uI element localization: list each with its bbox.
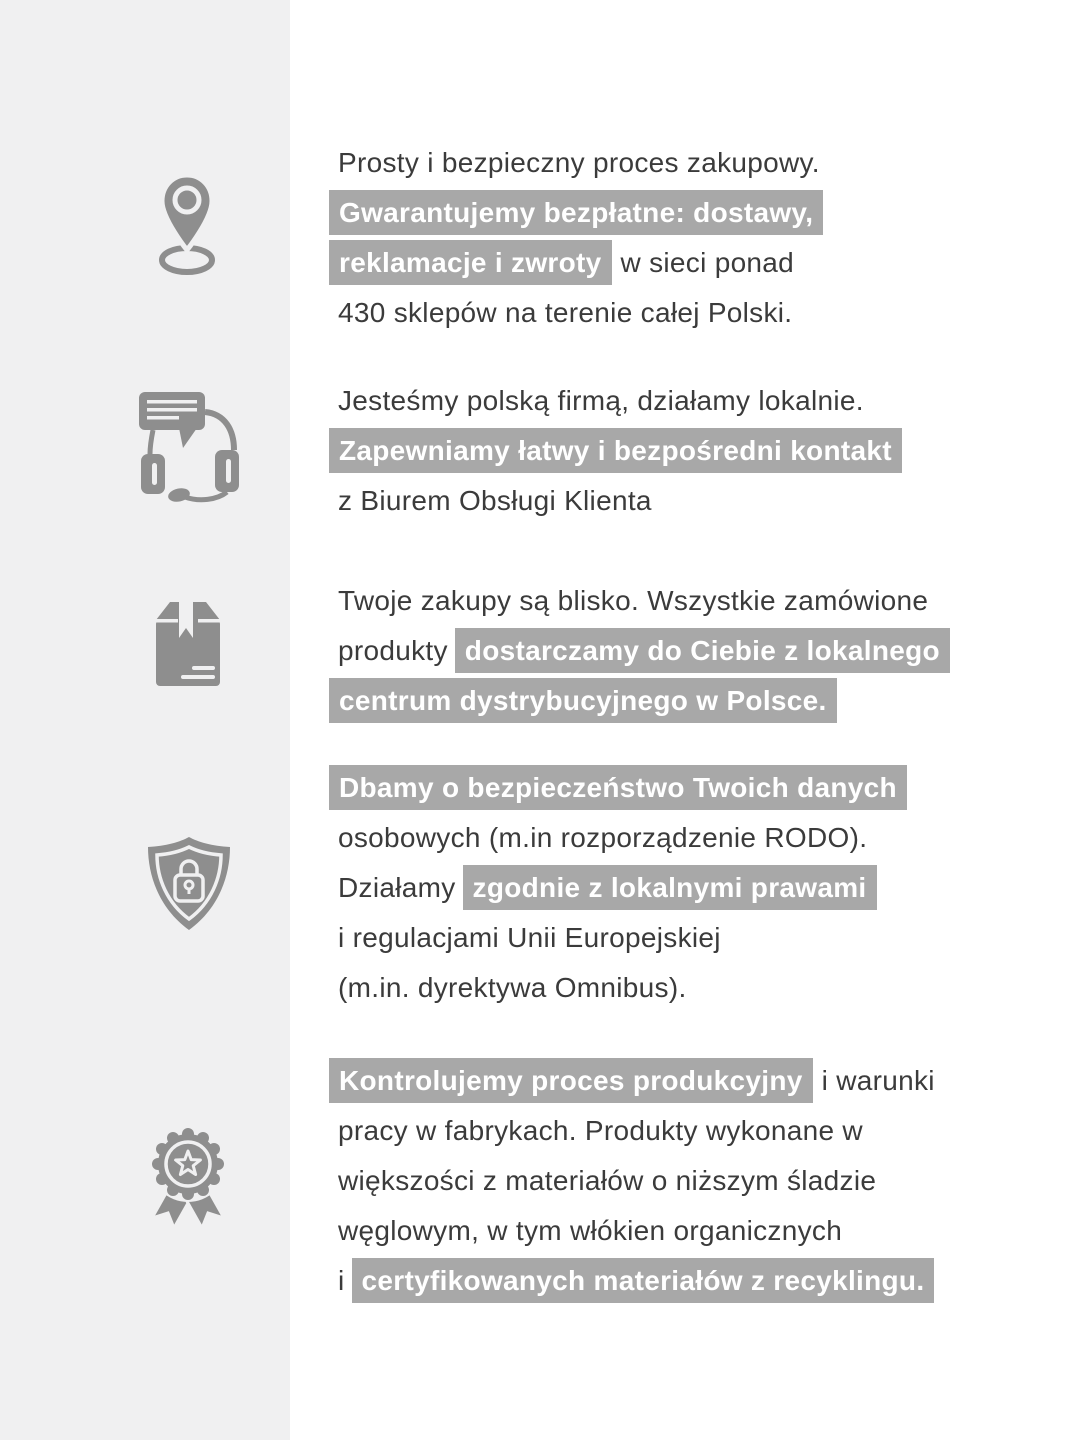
text-line bbox=[330, 376, 902, 426]
text-line bbox=[330, 138, 823, 188]
highlighted-text: reklamacje i zwroty bbox=[329, 240, 612, 285]
highlighted-text: Zapewniamy łatwy i bezpośredni kontakt bbox=[329, 428, 902, 473]
text-line bbox=[330, 813, 907, 863]
highlighted-text: Dbamy o bezpieczeństwo Twoich danych bbox=[329, 765, 907, 810]
highlighted-text: zgodnie z lokalnymi prawami bbox=[463, 865, 877, 910]
section-production-control bbox=[330, 1056, 935, 1306]
text-line bbox=[330, 763, 907, 813]
text-segment: produkty bbox=[338, 635, 448, 666]
text-line bbox=[330, 1156, 935, 1206]
text-segment: Jesteśmy polską firmą, działamy lokalnie. bbox=[338, 385, 864, 416]
highlighted-text: Gwarantujemy bezpłatne: dostawy, bbox=[329, 190, 823, 235]
text-line bbox=[330, 1056, 935, 1106]
text-line bbox=[330, 238, 823, 288]
text-segment: w sieci ponad bbox=[620, 247, 795, 278]
highlighted-text: certyfikowanych materiałów z recyklingu. bbox=[352, 1258, 935, 1303]
section-data-security bbox=[330, 763, 907, 1013]
text-segment: 430 sklepów na terenie całej Polski. bbox=[338, 297, 793, 328]
text-line bbox=[330, 626, 950, 676]
text-segment: i regulacjami Unii Europejskiej bbox=[338, 922, 721, 953]
text-line bbox=[330, 913, 907, 963]
text-segment: Twoje zakupy są blisko. Wszystkie zamówione bbox=[338, 585, 929, 616]
section-local-contact bbox=[330, 376, 902, 526]
text-segment: pracy w fabrykach. Produkty wykonane w bbox=[338, 1115, 863, 1146]
text-line bbox=[330, 1206, 935, 1256]
text-segment: z Biurem Obsługi Klienta bbox=[338, 485, 652, 516]
text-line bbox=[330, 476, 902, 526]
text-segment: Działamy bbox=[338, 872, 456, 903]
section-local-distribution bbox=[330, 576, 950, 726]
shield-lock-icon bbox=[142, 833, 236, 935]
text-line bbox=[330, 1256, 935, 1306]
highlighted-text: Kontrolujemy proces produkcyjny bbox=[329, 1058, 813, 1103]
package-box-icon bbox=[150, 596, 226, 692]
text-segment: (m.in. dyrektywa Omnibus). bbox=[338, 972, 687, 1003]
text-segment: węglowym, w tym włókien organicznych bbox=[338, 1215, 843, 1246]
text-line bbox=[330, 288, 823, 338]
text-line bbox=[330, 963, 907, 1013]
text-line bbox=[330, 863, 907, 913]
text-segment: i warunki bbox=[821, 1065, 935, 1096]
text-segment: osobowych (m.in rozporządzenie RODO). bbox=[338, 822, 868, 853]
headset-chat-icon bbox=[133, 386, 241, 504]
text-segment: większości z materiałów o niższym śladzie bbox=[338, 1165, 877, 1196]
text-line bbox=[330, 1106, 935, 1156]
text-segment: Prosty i bezpieczny proces zakupowy. bbox=[338, 147, 820, 178]
icon-sidebar bbox=[0, 0, 290, 1440]
award-badge-icon bbox=[140, 1120, 236, 1234]
highlighted-text: dostarczamy do Ciebie z lokalnego bbox=[455, 628, 950, 673]
text-line bbox=[330, 676, 950, 726]
location-pin-icon bbox=[151, 172, 223, 276]
text-line bbox=[330, 576, 950, 626]
text-line bbox=[330, 426, 902, 476]
text-segment: i bbox=[338, 1265, 345, 1296]
section-free-delivery bbox=[330, 138, 823, 338]
text-line bbox=[330, 188, 823, 238]
highlighted-text: centrum dystrybucyjnego w Polsce. bbox=[329, 678, 837, 723]
